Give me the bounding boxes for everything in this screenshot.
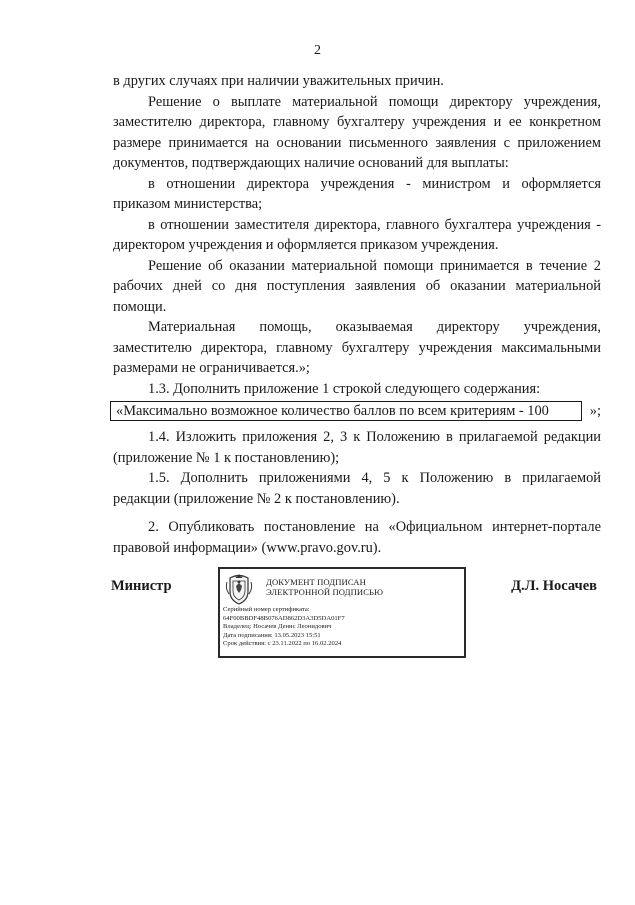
- signatory-position: Министр: [111, 578, 172, 594]
- boxed-row-closing-quote: »;: [589, 403, 601, 419]
- paragraph-3: в отношении директора учреждения - министром и оформляется приказом министерства;: [113, 175, 601, 212]
- page-number: 2: [314, 43, 321, 58]
- paragraph-7: 1.3. Дополнить приложение 1 строкой следующего содержания:: [148, 380, 541, 397]
- boxed-table-row: [113, 401, 601, 423]
- electronic-signature-stamp: [218, 567, 466, 658]
- stamp-cert-number: 64F00BBDF48B076AD862D3A3D5DA01F7: [223, 614, 345, 622]
- stamp-owner: Владелец: Носачев Денис Леонидович: [223, 623, 332, 631]
- paragraph-4: в отношении заместителя директора, главного бухгалтера учреждения - директором учреждения и оформляется приказом учреждения.: [113, 216, 601, 253]
- paragraph-6: Материальная помощь, оказываемая директору учреждения, заместителю директора, главному бухгалтеру учреждения максимальными размерами не ограничивается.»;: [113, 319, 601, 376]
- coat-of-arms-icon: [224, 572, 254, 606]
- paragraph-9: 1.5. Дополнить приложениями 4, 5 к Положению в прилагаемой редакции (приложение № 2 к постановлению).: [113, 470, 601, 507]
- stamp-title: [266, 577, 383, 597]
- stamp-cert-label: Серийный номер сертификата:: [223, 606, 310, 613]
- paragraph-10: 2. Опубликовать постановление на «Официальном интернет-портале правовой информации» (www.pravo.gov.ru).: [113, 519, 601, 556]
- stamp-details: [223, 606, 345, 649]
- boxed-table-cell: «Максимально возможное количество баллов по всем критериям - 100: [110, 401, 582, 421]
- stamp-validity: Срок действия: с 23.11.2022 по 16.02.2024: [223, 640, 342, 648]
- stamp-signed-date: Дата подписания: 13.05.2023 15:51: [223, 631, 321, 639]
- paragraph-5: Решение об оказании материальной помощи принимается в течение 2 рабочих дней со дня поступления заявления об оказании материальной помощи.: [113, 257, 601, 315]
- paragraph-1: в других случаях при наличии уважительных причин.: [113, 73, 444, 89]
- paragraph-8: 1.4. Изложить приложения 2, 3 к Положению в прилагаемой редакции (приложение № 1 к постановлению);: [113, 429, 601, 466]
- stamp-title-line-2: ЭЛЕКТРОННОЙ ПОДПИСЬЮ: [266, 587, 384, 597]
- stamp-title-line-1: ДОКУМЕНТ ПОДПИСАН: [266, 577, 366, 587]
- signatory-name: Д.Л. Носачев: [511, 578, 597, 594]
- paragraph-2: Решение о выплате материальной помощи директору учреждения, заместителю директора, главному бухгалтеру учреждения и ее конкретном размере принимается на основании письменного заявления с приложением документов, подтверждающих наличие оснований для выплаты:: [113, 93, 601, 171]
- document-body: [113, 71, 601, 558]
